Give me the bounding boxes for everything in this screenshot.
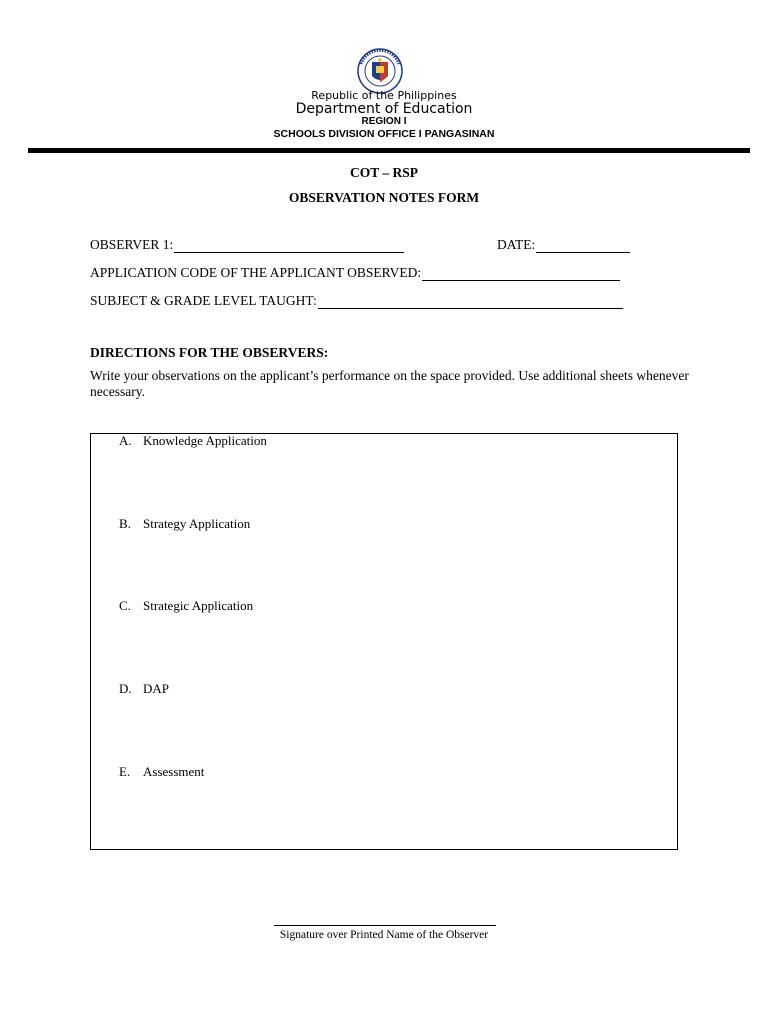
header-department: Department of Education [295,101,473,117]
item-letter: A. [119,433,132,448]
list-item-strategy-application [119,516,250,532]
subject-label: SUBJECT & GRADE LEVEL TAUGHT: [90,293,317,308]
item-label: Knowledge Application [143,433,267,448]
header-region: REGION I [361,116,407,127]
application-code-field [90,265,620,281]
header-division: SCHOOLS DIVISION OFFICE I PANGASINAN [273,128,495,140]
item-label: Strategic Application [143,598,254,613]
list-item-strategic-application [119,598,253,614]
signature-line[interactable] [274,925,496,926]
subject-field [90,293,623,309]
directions-heading: DIRECTIONS FOR THE OBSERVERS: [90,345,329,360]
header-divider [28,148,750,153]
item-label: Strategy Application [143,516,251,531]
subject-input-line[interactable] [318,296,623,309]
list-item-dap [119,681,169,697]
item-letter: E. [119,764,131,779]
deped-seal-logo [356,48,404,94]
list-item-assessment [119,764,204,780]
item-letter: D. [119,681,132,696]
application-code-label: APPLICATION CODE OF THE APPLICANT OBSERVED: [90,265,422,280]
header-republic: Republic of the Philippines [311,89,457,102]
observer-label: OBSERVER 1: [90,237,174,252]
observer-input-line[interactable] [174,240,404,253]
item-label: Assessment [143,764,205,779]
form-subtitle: OBSERVATION NOTES FORM [288,190,480,205]
list-item-knowledge-application [119,433,267,449]
date-input-line[interactable] [536,240,630,253]
date-field [497,237,630,253]
observation-notes-box[interactable] [90,433,678,850]
observer-field [90,237,404,253]
signature-label: Signature over Printed Name of the Observer [279,929,489,941]
directions-text: Write your observations on the applicant’s performance on the space provided. Use additional sheets whenever necessary. [90,368,689,399]
form-title: COT – RSP [349,165,418,180]
date-label: DATE: [497,237,536,252]
item-letter: B. [119,516,131,531]
application-code-input-line[interactable] [422,268,620,281]
item-label: DAP [143,681,170,696]
item-letter: C. [119,598,131,613]
